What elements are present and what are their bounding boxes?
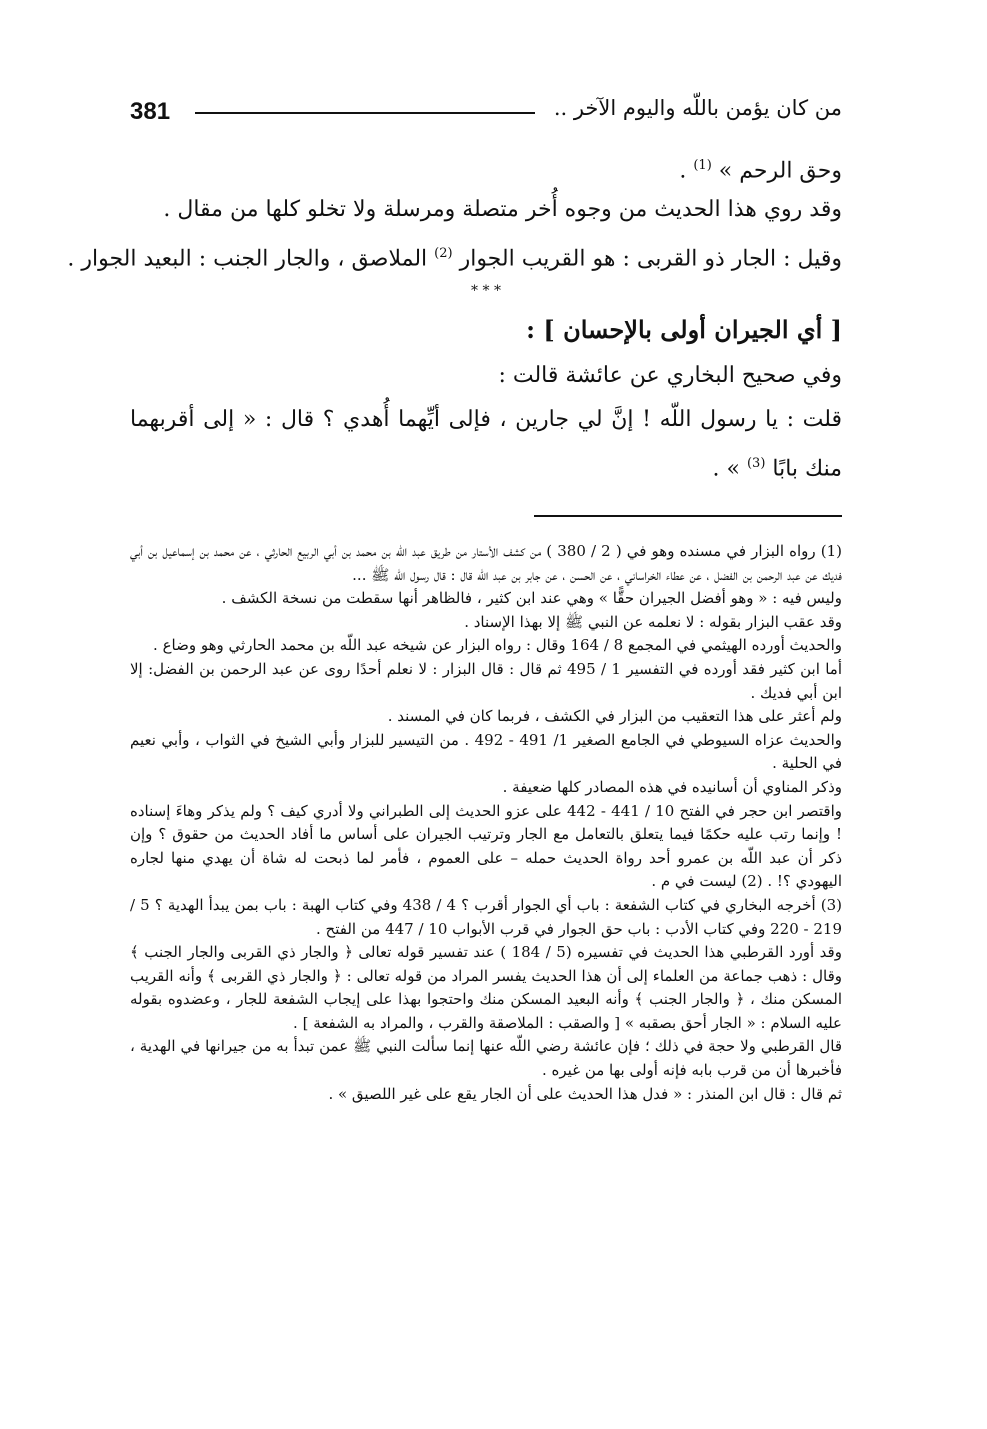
footnote-paragraph: والحديث أورده الهيثمي في المجمع 8 / 164 وقال : رواه البزار عن شيخه عبد اللّه بن محمد الحارثي وهو وضاع . [153,636,842,655]
page-number: 381 [130,98,171,125]
footnote-paragraph: (3) أخرجه البخاري في كتاب الشفعة : باب أي الجوار أقرب ؟ 4 / 438 وفي كتاب الهبة : باب بمن يبدأ الهدية ؟ 5 / 219 - 220 وفي كتاب الأدب : باب حق الجوار في قرب الأبواب 10 / 447 من الفتح . [130,895,842,938]
footnote-separator [534,515,842,517]
footnote-paragraph: وقد أورد القرطبي هذا الحديث في تفسيره (5 / 184 ) عند تفسير قوله تعالى ﴿ والجار ذي القربى والجار الجنب ﴾ وقال : ذهب جماعة من العلماء إلى أن هذا الحديث يفسر المراد من قوله تعالى : ﴿ والجار ذي القربى ﴾ وأنه القريب المسكن منك ، ﴿ والجار الجنب ﴾ وأنه البعيد المسكن منك واحتجوا بهذا على إيجاب الشفعة للجار ، وعضدوه بقوله عليه السلام : « الجار أحق بصقبه » [ والصقب : الملاصقة والقرب ، والمراد به الشفعة ] . [130,943,842,1032]
paragraph-5 [130,398,842,491]
footnote-paragraph: وذكر المناوي أن أسانيده في هذه المصادر كلها ضعيفة . [502,777,842,796]
footnote-ref-3: (3) [746,456,766,471]
footnote-ref-2: (2) [434,246,453,261]
footnote-paragraph: ولم أعثر على هذا التعقيب من البزار في الكشف ، فربما كان في المسند . [387,707,842,726]
footnote-paragraph: قال القرطبي ولا حجة في ذلك ؛ فإن عائشة رضي اللّه عنها إنما سألت النبي ﷺ عمن تبدأ به من جيرانها في الهدية ، فأخبرها أن من قرب بابه فإنه أولى بها من غيره . [130,1037,842,1080]
paragraph-4: وفي صحيح البخاري عن عائشة قالت : [498,363,842,388]
main-text [67,144,842,491]
footnote-paragraph: واقتصر ابن حجر في الفتح 10 / 441 - 442 على عزو الحديث إلى الطبراني ولا أدري كيف ؟ ولم يذكر وهاءَ إسناده ! وإنما رتب عليه حكمًا فيما يتعلق بالتعامل مع الجار وترتيب الجيران على أساس ما أفاد الحديث من حقوق ؟ وإن ذكر أن عبد اللّه بن عمرو أحد رواة الحديث حمله – على العموم ، فأمر لما ذبحت له شاة أن يهدي منها لجاره اليهودي ؟! . (2) ليست في م . [130,801,842,891]
paragraph-3-text-b: الملاصق ، والجار الجنب : البعيد الجوار . [67,246,428,272]
running-title: من كان يؤمن باللّه واليوم الآخر .. [553,96,842,120]
paragraph-3-text-a: وقيل : الجار ذو القربى : هو القريب الجوار [459,246,842,272]
footnote-paragraph: وليس فيه : « وهو أفضل الجيران حقًّا » وهي عند ابن كثير ، فالظاهر أنها سقطت من نسخة الكشف . [221,589,842,608]
paragraph-1-end: . [679,158,687,184]
footnote-paragraph: أما ابن كثير فقد أورده في التفسير 1 / 495 ثم قال : قال البزار : لا نعلم أحدًا روى عن عبد الرحمن بن الفضل: إلا ابن أبي فديك . [130,659,843,702]
paragraph-1-text: وحق الرحم » [718,158,842,184]
paragraph-5-text: قلت : يا رسول اللّه ! إنَّ لي جارين ، فإلى أيِّهما أُهدي ؟ قال : « إلى أقربهما منك بابًا [130,407,842,482]
paragraph-1 [130,144,842,188]
page-header [130,94,842,134]
footnotes [130,540,842,1106]
paragraph-5-end: » . [712,456,740,482]
footnote-paragraph: وقد عقب البزار بقوله : لا نعلمه عن النبي ﷺ إلا بهذا الإسناد . [464,612,842,631]
footnote-paragraph: ثم قال : قال ابن المنذر : « فدل هذا الحديث على أن الجار يقع على غير اللصيق » . [328,1084,842,1103]
section-heading: [ أي الجيران أولى بالإحسان ] : [526,315,842,344]
header-rule [195,112,535,114]
section-separator: * * * [471,283,501,299]
footnote-paragraph: (1) رواه البزار في مسنده وهو في ( 2 / 380 ) من كشف الأستار من طريق عبد اللّه بن محمد بن أبي الربيع الحارثي ، عن محمد بن إسماعيل بن أبي فديك عن عبد الرحمن بن الفضل ، عن عطاء الخراساني ، عن الحسن ، عن جابر بن عبد اللّه قال : قال رسول اللّه ﷺ ... [130,542,843,584]
footnote-ref-1: (1) [693,158,712,173]
paragraph-3 [67,232,842,276]
footnote-paragraph: والحديث عزاه السيوطي في الجامع الصغير 1/ 491 - 492 . من التيسير للبزار وأبي الشيخ في الثواب ، وأبي نعيم في الحلية . [130,730,842,773]
paragraph-2: وقد روي هذا الحديث من وجوه أُخر متصلة ومرسلة ولا تخلو كلها من مقال . [163,197,842,222]
